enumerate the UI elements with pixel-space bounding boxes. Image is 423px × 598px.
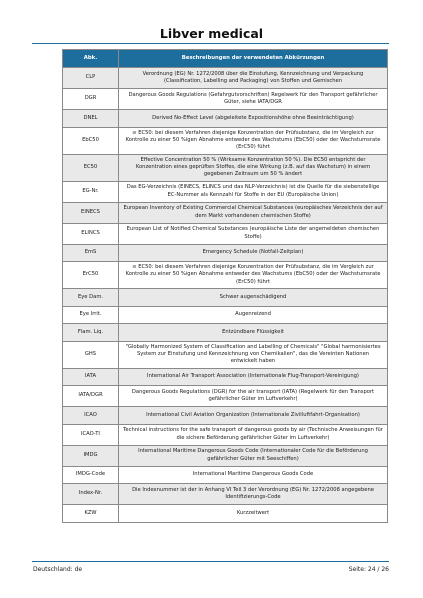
description-cell: Schwer augenschädigend [119,289,388,307]
page-title: Libver medical [159,26,264,41]
description-cell: Dangerous Goods Regulations (DGR) for the air transport (IATA) (Regelwerk für den Transport gefährlicher Güter im Luftverkehr) [119,386,388,407]
table-row [63,484,388,505]
abbreviation-cell: ICAO-TI [63,424,119,445]
description-cell: International Maritime Dangerous Goods Code [119,466,388,484]
table-header-row [63,50,388,68]
abbreviation-cell: EbC50 [63,127,119,154]
description-cell: "Globally Harmonized System of Classification and Labelling of Chemicals" "Global harmonisiertes System zur Einstufung und Kennzeichnung von Chemikalien", das die Vereinten Nationen entwickelt haben [119,341,388,368]
abbreviation-cell: Flam. Liq. [63,324,119,342]
abbreviation-cell: IMDG [63,445,119,466]
abbreviation-cell: IATA/DGR [63,386,119,407]
title-divider [32,43,389,44]
abbreviation-cell: ErC50 [63,262,119,289]
table-row [63,306,388,324]
table-row [63,424,388,445]
table-row [63,368,388,386]
footer-page-number: Seite: 24 / 26 [348,566,389,573]
description-cell: ≡ EC50: bei diesem Verfahren diejenige Konzentration der Prüfsubstanz, die im Vergleich zur Kontrolle zu einer 50 %igen Abnahme entweder des Wachstums (EbC50) oder der Wachstumsrate (ErC50) führt [119,262,388,289]
abbreviation-cell: CLP [63,68,119,89]
header-abbreviation: Abk. [63,50,119,68]
description-cell: Kurzzeitwert [119,505,388,523]
table-row [63,154,388,181]
description-cell: ≡ EC50: bei diesem Verfahren diejenige Konzentration der Prüfsubstanz, die im Vergleich zur Kontrolle zu einer 50 %igen Abnahme entweder des Wachstums (EbC50) oder der Wachstumsrate (ErC50) führt [119,127,388,154]
description-cell: Emergency Schedule (Notfall-Zeitplan) [119,244,388,262]
description-cell: Die Indexnummer ist der in Anhang VI Teil 3 der Verordnung (EG) Nr. 1272/2008 angegebene Identifizierungs-Code [119,484,388,505]
table-row [63,181,388,202]
table-row [63,262,388,289]
description-cell: Entzündbare Flüssigkeit [119,324,388,342]
table-row [63,386,388,407]
abbreviation-cell: ICAO [63,407,119,425]
abbreviation-cell: IATA [63,368,119,386]
abbreviation-cell: ELINCS [63,223,119,244]
table-row [63,289,388,307]
table-row [63,223,388,244]
table-row [63,202,388,223]
abbreviation-cell: EINECS [63,202,119,223]
table-row [63,407,388,425]
footer-country: Deutschland: de [33,566,83,573]
abbreviation-cell: Eye Irrit. [63,306,119,324]
table-row [63,127,388,154]
footer-divider [32,561,389,562]
table-row [63,505,388,523]
abbreviation-cell: DNEL [63,110,119,128]
description-cell: European List of Notified Chemical Substances (europäische Liste der angemeldeten chemischen Stoffe) [119,223,388,244]
table-row [63,341,388,368]
table-row [63,324,388,342]
description-cell: Verordnung (EG) Nr. 1272/2008 über die Einstufung, Kennzeichnung und Verpackung (Classification, Labelling and Packaging) von Stoffen und Gemischen [119,68,388,89]
abbreviation-cell: Index-Nr. [63,484,119,505]
table-row [63,89,388,110]
table-row [63,110,388,128]
description-cell: International Air Transport Association (Internationale Flug-Transport-Vereinigung) [119,368,388,386]
description-cell: Effective Concentration 50 % (Wirksame Konzentration 50 %). Die EC50 entspricht der Konzentration eines geprüften Stoffes, die eine Wirkung (z.B. auf das Wachstum) in einem gegebenen Zeitraum um 50 % ändert [119,154,388,181]
description-cell: International Civil Aviation Organization (Internationale Zivilluftfahrt-Organisation) [119,407,388,425]
header-description: Beschreibungen der verwendeten Abkürzungen [119,50,388,68]
table-row [63,68,388,89]
description-cell: Derived No-Effect Level (abgeleitete Expositionshöhe ohne Beeinträchtigung) [119,110,388,128]
description-cell: Dangerous Goods Regulations (Gefahrgutvorschriften) Regelwerk für den Transport gefährlicher Güter, siehe IATA/DGR [119,89,388,110]
abbreviation-cell: EmS [63,244,119,262]
description-cell: European Inventory of Existing Commercial Chemical Substances (europäisches Verzeichnis der auf dem Markt vorhandenen chemischen Stoffe) [119,202,388,223]
description-cell: Augenreizend [119,306,388,324]
description-cell: Technical instructions for the safe transport of dangerous goods by air (Technische Anweisungen für die sichere Beförderung gefährlicher Güter im Luftverkehr) [119,424,388,445]
description-cell: International Maritime Dangerous Goods Code (Internationaler Code für die Beförderung gefährlicher Güter mit Seeschiffen) [119,445,388,466]
abbreviation-cell: GHS [63,341,119,368]
abbreviation-cell: KZW [63,505,119,523]
abbreviation-cell: EG-Nr. [63,181,119,202]
table-row [63,244,388,262]
table-body [63,68,388,523]
table-row [63,466,388,484]
abbreviation-cell: IMDG-Code [63,466,119,484]
abbreviation-cell: EC50 [63,154,119,181]
table-row [63,445,388,466]
description-cell: Das EG-Verzeichnis (EINECS, ELINCS und das NLP-Verzeichnis) ist die Quelle für die siebenstellige EC-Nummer als Kennzahl für Stoffe in der EU (Europäische Union) [119,181,388,202]
abbreviations-table [62,49,388,523]
abbreviation-cell: Eye Dam. [63,289,119,307]
abbreviation-cell: DGR [63,89,119,110]
